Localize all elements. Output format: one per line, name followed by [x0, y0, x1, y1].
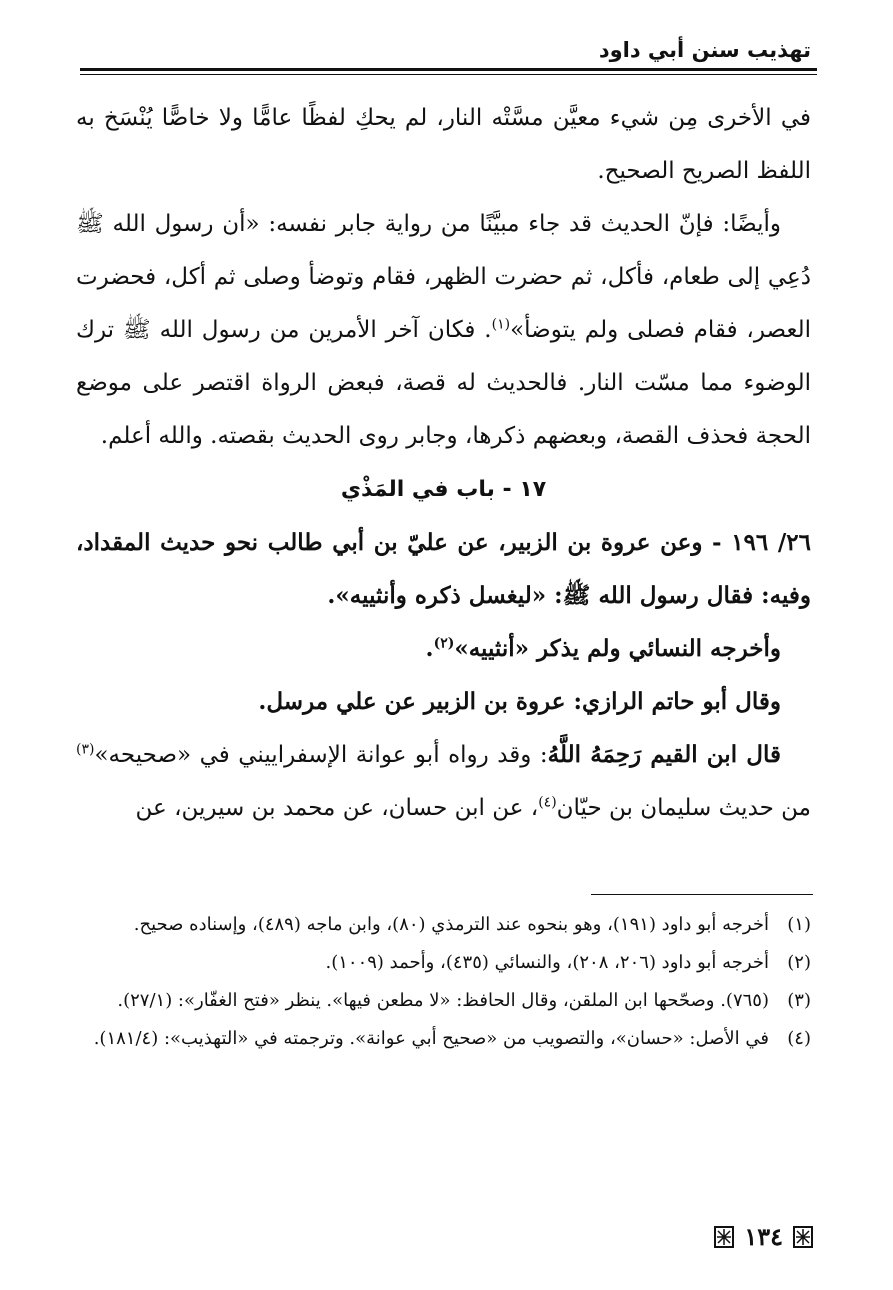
footnote-ref-1[interactable]: (١) — [491, 316, 511, 333]
footnote-3-number: (٣) — [787, 990, 811, 1011]
ornament-icon — [714, 1226, 734, 1248]
footnote-ref-2[interactable]: (٢) — [433, 635, 455, 652]
paragraph-nasai — [76, 622, 811, 675]
header-rule-thin — [80, 74, 817, 75]
paragraph-2-text-a: وأيضًا: فإنّ الحديث قد جاء مبيَّنًا من رواية جابر نفسه: «أن رسول الله ﷺ دُعِي إلى طعام، فأكل، ثم حضرت الظهر، فقام وتوضأ وصلى ثم أكل، فحضرت العصر، فقام فصلى ولم يتوضأ» — [76, 211, 811, 343]
paragraph-ibn-qayyim-text-b: : وقد رواه أبو عوانة الإسفراييني في «صحيحه» — [94, 742, 548, 768]
paragraph-1: في الأخرى مِن شيء معيَّن مسَّتْه النار، لم يحكِ لفظًا عامًّا ولا خاصًّا يُنْسَخ به اللفظ الصريح الصحيح. — [76, 105, 811, 184]
paragraph-ibn-qayyim — [76, 728, 811, 835]
header-rule — [80, 68, 817, 71]
footnote-3-text: (٧٦٥). وصحّحها ابن الملقن، وقال الحافظ: «لا مطعن فيها». ينظر «فتح الغفّار»: (٢٧/١). — [117, 990, 769, 1011]
page-number: ١٣٤ — [744, 1222, 783, 1251]
ibn-qayyim-label: قال ابن القيم رَحِمَهُ اللَّهُ — [547, 741, 782, 768]
running-head-title: تهذيب سنن أبي داود — [598, 38, 811, 62]
paragraph-ibn-qayyim-text-d: ، عن ابن حسان، عن محمد بن سيرين، عن — [135, 795, 539, 821]
footnote-2 — [76, 946, 811, 980]
footnote-1-number: (١) — [787, 914, 811, 935]
hadith-paragraph: ٢٦/ ١٩٦ - وعن عروة بن الزبير، عن عليّ بن أبي طالب نحو حديث المقداد، وفيه: فقال رسول الله ﷺ: «ليغسل ذكره وأنثييه». — [76, 529, 811, 609]
footnote-ref-4[interactable]: (٤) — [538, 794, 557, 811]
paragraph-nasai-end: . — [425, 635, 434, 662]
chapter-heading: ١٧ - باب في المَذْي — [340, 477, 547, 502]
paragraph-2-text-b: . فكان آخر الأمرين من رسول الله ﷺ ترك الوضوء مما مسّت النار. فالحديث له قصة، فبعض الرواة اقتصر على موضع الحجة فحذف القصة، وبعضهم ذكرها، وجابر روى الحديث بقصته. والله أعلم. — [76, 317, 811, 449]
paragraph-nasai-text: وأخرجه النسائي ولم يذكر «أنثييه» — [454, 635, 781, 662]
main-text — [76, 92, 811, 835]
footnote-1-text: أخرجه أبو داود (١٩١)، وهو بنحوه عند الترمذي (٨٠)، وابن ماجه (٤٨٩)، وإسناده صحيح. — [133, 914, 769, 935]
footnote-1 — [76, 908, 811, 942]
footnote-ref-3[interactable]: (٣) — [76, 741, 95, 758]
footnote-2-number: (٢) — [787, 952, 811, 973]
footnote-4-text: في الأصل: «حسان»، والتصويب من «صحيح أبي عوانة». وترجمته في «التهذيب»: (١٨١/٤). — [93, 1028, 769, 1049]
footnote-3 — [76, 984, 811, 1018]
footnote-separator — [591, 894, 813, 895]
footnote-2-text: أخرجه أبو داود (٢٠٦، ٢٠٨)، والنسائي (٤٣٥)، وأحمد (١٠٠٩). — [325, 952, 769, 973]
footnotes — [76, 908, 811, 1060]
page-number-block — [714, 1222, 813, 1251]
footnote-4 — [76, 1022, 811, 1056]
footnote-4-number: (٤) — [787, 1028, 811, 1049]
paragraph-2 — [76, 198, 811, 463]
paragraph-ibn-qayyim-text-c: من حديث سليمان بن حيّان — [556, 795, 811, 821]
paragraph-abu-hatim: وقال أبو حاتم الرازي: عروة بن الزبير عن علي مرسل. — [258, 688, 781, 715]
ornament-icon — [793, 1226, 813, 1248]
